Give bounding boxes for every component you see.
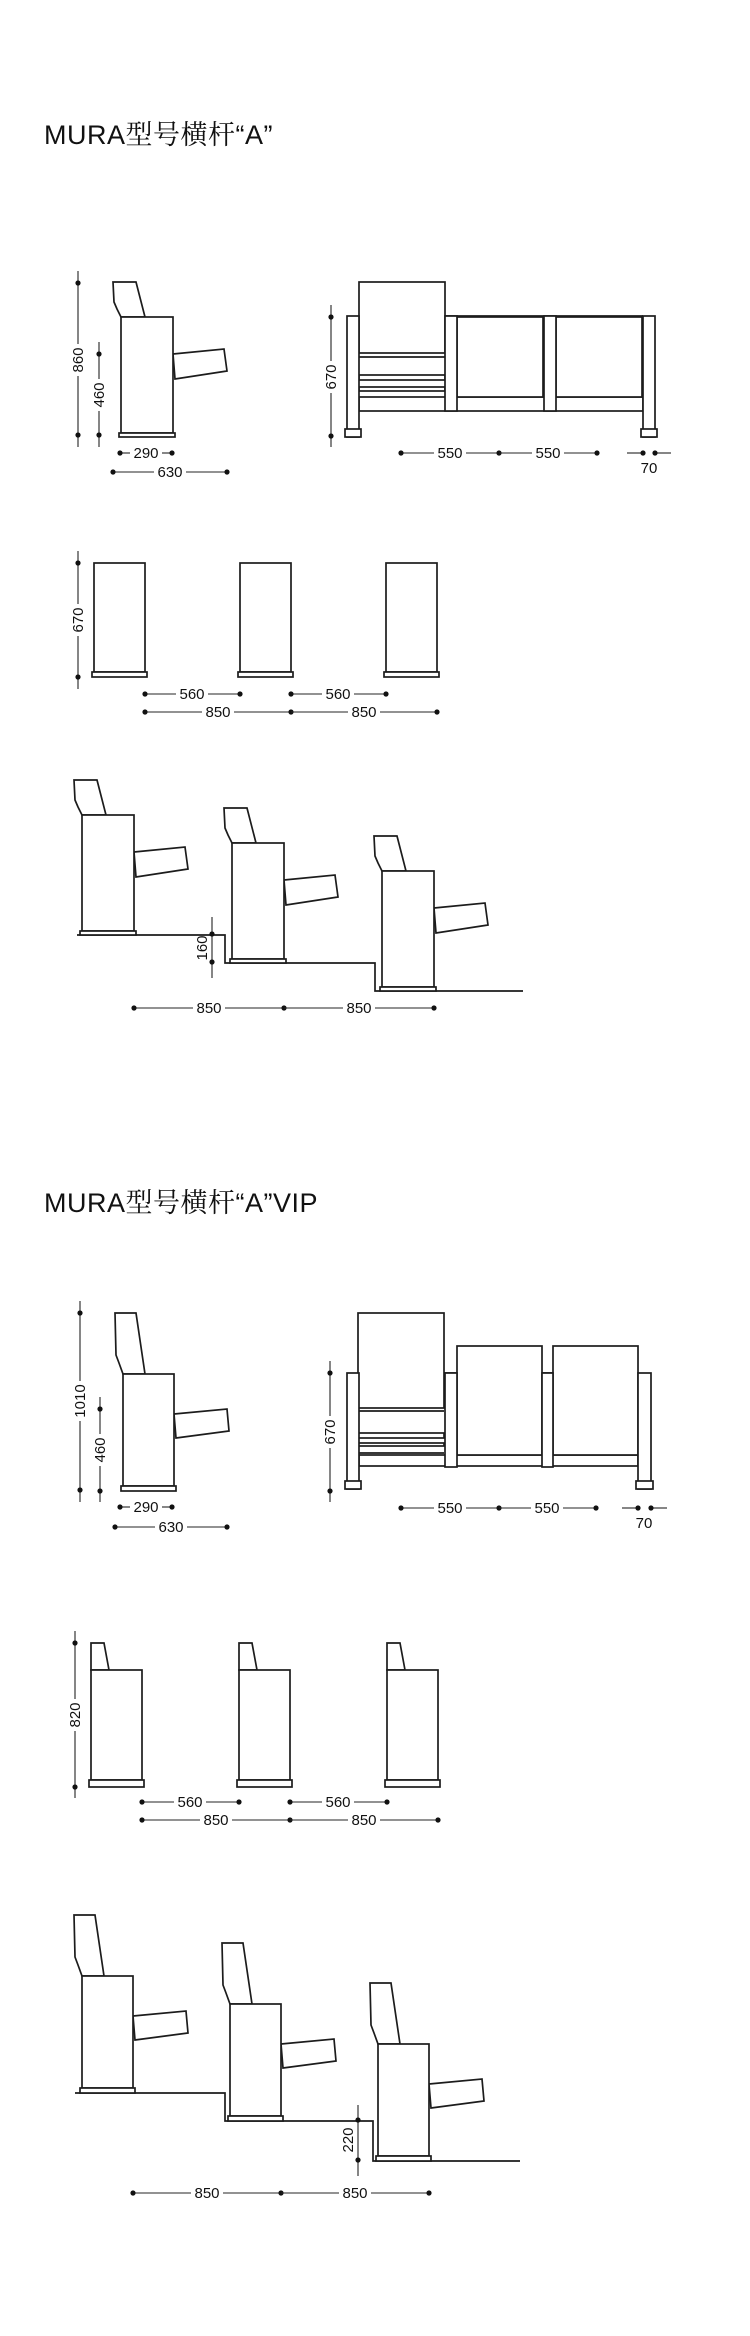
dim-label-clearance-right-b: 560 bbox=[325, 1794, 351, 1811]
dim-label-overall-depth-b: 630 bbox=[158, 1519, 184, 1536]
side-view-a bbox=[70, 271, 230, 481]
front-view-b bbox=[322, 1313, 667, 1532]
dim-label-front-height-b: 670 bbox=[322, 1419, 339, 1445]
side-view-b bbox=[72, 1301, 230, 1536]
dim-panel-height-b bbox=[67, 1631, 84, 1798]
seat-side-profile-vip bbox=[370, 1983, 484, 2161]
dim-label-panel-height-b: 820 bbox=[67, 1702, 84, 1728]
seat-side-profile-vip bbox=[74, 1915, 188, 2093]
side-panel bbox=[92, 563, 147, 677]
dim-label-step-pitch-right-b: 850 bbox=[342, 2185, 368, 2202]
dim-label-seat-pitch-right-a: 550 bbox=[535, 445, 561, 462]
section-b bbox=[44, 1188, 667, 2202]
dim-label-row-pitch-right-b: 850 bbox=[351, 1812, 377, 1829]
side-panel-vip bbox=[89, 1643, 144, 1787]
dim-label-leg-width-a: 70 bbox=[640, 460, 658, 477]
dim-riser-b bbox=[340, 2105, 361, 2176]
dim-seat-depth-b bbox=[117, 1499, 174, 1516]
dim-leg-width-b bbox=[622, 1505, 667, 1532]
dim-label-seat-pitch-right-b: 550 bbox=[534, 1500, 560, 1517]
dim-label-seat-depth-a: 290 bbox=[133, 445, 159, 462]
dim-clearance-left-b bbox=[139, 1794, 241, 1811]
dim-panel-height-a bbox=[70, 551, 87, 689]
dim-label-riser-b: 220 bbox=[340, 2127, 357, 2153]
dim-label-seat-depth-b: 290 bbox=[133, 1499, 159, 1516]
seat-side-profile bbox=[113, 282, 227, 437]
dim-label-step-pitch-right-a: 850 bbox=[346, 1000, 372, 1017]
dim-row-pitch-left-b bbox=[139, 1812, 292, 1829]
dim-seat-pitch-right-a bbox=[499, 445, 600, 462]
dim-label-seat-height-a: 460 bbox=[91, 382, 108, 408]
dim-seat-depth-a bbox=[117, 445, 174, 462]
dim-label-step-pitch-left-b: 850 bbox=[194, 2185, 220, 2202]
dim-step-pitch-right-a bbox=[284, 1000, 437, 1017]
section-a bbox=[44, 120, 671, 1017]
floor-steps bbox=[77, 935, 523, 991]
row-view-a bbox=[70, 551, 440, 721]
dim-step-pitch-left-b bbox=[130, 2185, 283, 2202]
dim-leg-width-a bbox=[627, 450, 671, 477]
seat-side-profile-vip bbox=[222, 1943, 336, 2121]
dim-label-step-pitch-left-a: 850 bbox=[196, 1000, 222, 1017]
dim-step-pitch-right-b bbox=[281, 2185, 432, 2202]
dim-label-clearance-left-b: 560 bbox=[177, 1794, 203, 1811]
dim-label-seat-height-b: 460 bbox=[92, 1437, 109, 1463]
dim-row-pitch-left-a bbox=[142, 704, 293, 721]
dim-label-leg-width-b: 70 bbox=[635, 1515, 653, 1532]
stepped-view-b bbox=[74, 1915, 520, 2202]
dim-seat-pitch-left-a bbox=[398, 445, 501, 462]
dim-label-clearance-left-a: 560 bbox=[179, 686, 205, 703]
dim-overall-height-a bbox=[70, 271, 87, 447]
dim-overall-height-b bbox=[72, 1301, 89, 1502]
dim-label-row-pitch-right-a: 850 bbox=[351, 704, 377, 721]
dim-label-clearance-right-a: 560 bbox=[325, 686, 351, 703]
side-panel bbox=[384, 563, 439, 677]
section-a-title: MURA型号横杆“A” bbox=[44, 120, 273, 150]
dim-label-row-pitch-left-b: 850 bbox=[203, 1812, 229, 1829]
side-panel-vip bbox=[237, 1643, 292, 1787]
dim-front-height-b bbox=[322, 1361, 339, 1502]
seat-side-profile bbox=[224, 808, 338, 963]
section-b-title: MURA型号横杆“A”VIP bbox=[44, 1188, 319, 1218]
dim-label-riser-a: 160 bbox=[194, 935, 211, 961]
dim-label-seat-pitch-left-a: 550 bbox=[437, 445, 463, 462]
side-panel bbox=[238, 563, 293, 677]
dim-row-pitch-right-b bbox=[290, 1812, 441, 1829]
seat-side-profile bbox=[74, 780, 188, 935]
stepped-view-a bbox=[74, 780, 523, 1017]
dim-label-overall-height-b: 1010 bbox=[72, 1384, 89, 1418]
dim-front-height-a bbox=[323, 305, 340, 447]
dim-riser-a bbox=[194, 917, 215, 978]
dim-clearance-right-b bbox=[287, 1794, 389, 1811]
dim-label-row-pitch-left-a: 850 bbox=[205, 704, 231, 721]
dim-clearance-left-a bbox=[142, 686, 242, 703]
side-panel-vip bbox=[385, 1643, 440, 1787]
dim-seat-pitch-right-b bbox=[499, 1500, 599, 1517]
dim-seat-pitch-left-b bbox=[398, 1500, 501, 1517]
front-view-a bbox=[323, 282, 671, 477]
row-view-b bbox=[67, 1631, 441, 1829]
dim-overall-depth-a bbox=[110, 464, 229, 481]
dim-label-panel-height-a: 670 bbox=[70, 607, 87, 633]
seat-side-profile-vip bbox=[115, 1313, 229, 1491]
dim-label-seat-pitch-left-b: 550 bbox=[437, 1500, 463, 1517]
dim-row-pitch-right-a bbox=[291, 704, 440, 721]
dim-seat-height-b bbox=[92, 1397, 109, 1502]
dim-label-overall-height-a: 860 bbox=[70, 347, 87, 373]
dim-clearance-right-a bbox=[288, 686, 388, 703]
dim-seat-height-a bbox=[91, 342, 108, 447]
seat-side-profile bbox=[374, 836, 488, 991]
dim-step-pitch-left-a bbox=[131, 1000, 286, 1017]
dim-overall-depth-b bbox=[112, 1519, 229, 1536]
dim-label-overall-depth-a: 630 bbox=[157, 464, 183, 481]
dim-label-front-height-a: 670 bbox=[323, 364, 340, 390]
